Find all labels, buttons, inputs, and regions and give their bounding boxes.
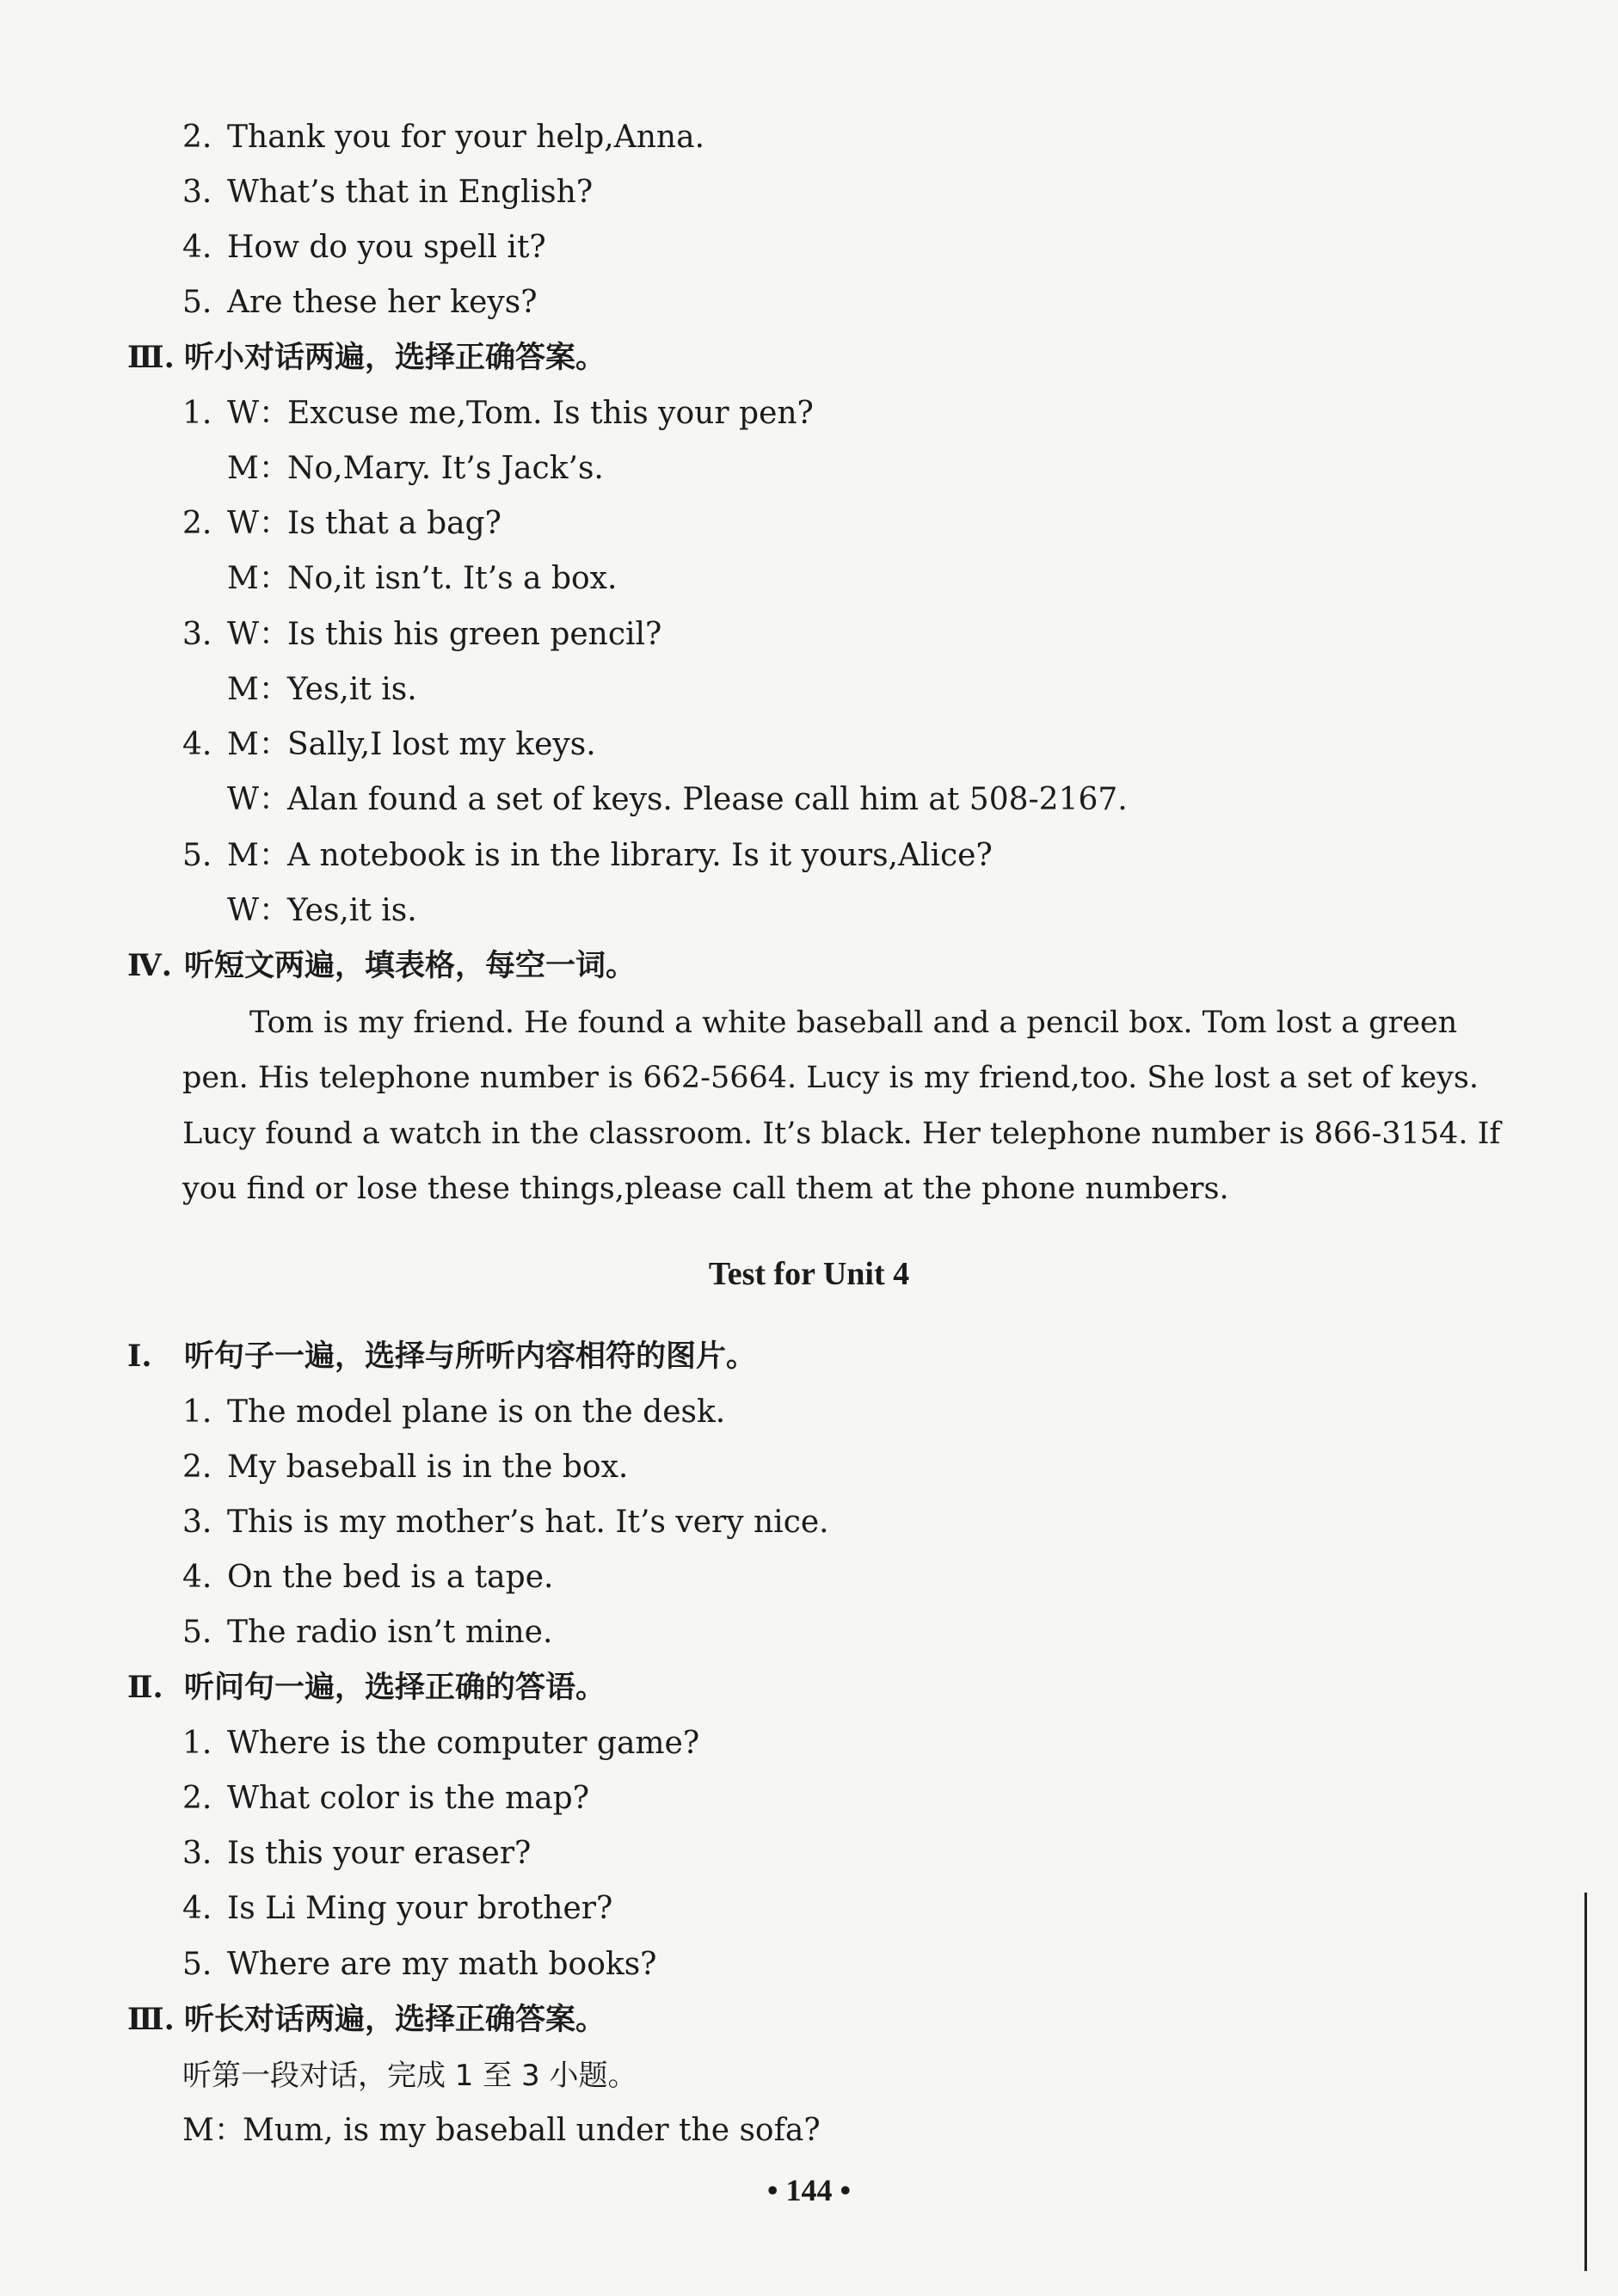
list-item: 5. The radio isn’t mine.: [182, 1615, 553, 1650]
list-item: 3. This is my mother’s hat. It’s very nice.: [182, 1505, 829, 1540]
list-item: 1. The model plane is on the desk.: [182, 1394, 726, 1430]
list-item: 2. What color is the map?: [182, 1781, 590, 1816]
list-item: 2. Thank you for your help,Anna.: [182, 120, 705, 155]
section-heading: Ⅱ. 听问句一遍，选择正确的答语。: [127, 1670, 606, 1705]
list-item: 5. Are these her keys?: [182, 285, 538, 320]
list-item: 4. On the bed is a tape.: [182, 1560, 554, 1595]
dialog-line: 2. W：Is that a bag?: [182, 506, 501, 541]
dialog-line: W：Alan found a set of keys. Please call him at 508-2167.: [227, 782, 1128, 817]
passage-line: Tom is my friend. He found a white baseball and a pencil box. Tom lost a green: [249, 1006, 1458, 1040]
section-heading: Ⅲ. 听长对话两遍，选择正确答案。: [127, 2002, 606, 2037]
list-item: 3. What’s that in English?: [182, 175, 594, 210]
list-item: 3. Is this your eraser?: [182, 1836, 532, 1871]
dialog-line: 3. W：Is this his green pencil?: [182, 617, 662, 652]
dialog-line: 4. M：Sally,I lost my keys.: [182, 727, 596, 762]
section-heading: Ⅳ. 听短文两遍，填表格，每空一词。: [127, 948, 637, 983]
list-item: 4. Is Li Ming your brother?: [182, 1891, 613, 1926]
passage-line: you find or lose these things,please call them at the phone numbers.: [182, 1172, 1229, 1206]
dialog-line: 1. W：Excuse me,Tom. Is this your pen?: [182, 396, 814, 431]
list-item: 5. Where are my math books?: [182, 1947, 657, 1982]
dialog-line: M：Mum, is my baseball under the sofa?: [182, 2113, 821, 2148]
section-heading: Ⅰ. 听句子一遍，选择与所听内容相符的图片。: [127, 1339, 757, 1374]
passage-line: pen. His telephone number is 662-5664. Lucy is my friend,too. She lost a set of keys.: [182, 1061, 1479, 1095]
section-intro: 听第一段对话，完成 1 至 3 小题。: [182, 2059, 637, 2093]
section-heading: Ⅲ. 听小对话两遍，选择正确答案。: [127, 340, 606, 375]
page-edge-line: [1584, 1893, 1587, 2271]
dialog-line: M：No,it isn’t. It’s a box.: [227, 561, 618, 596]
list-item: 1. Where is the computer game?: [182, 1726, 700, 1761]
list-item: 4. How do you spell it?: [182, 230, 546, 265]
unit-title: Test for Unit 4: [708, 1256, 910, 1292]
dialog-line: M：Yes,it is.: [227, 672, 417, 707]
page-number: • 144 •: [766, 2173, 852, 2207]
passage-line: Lucy found a watch in the classroom. It’s black. Her telephone number is 866-3154. If: [182, 1117, 1501, 1151]
dialog-line: M：No,Mary. It’s Jack’s.: [227, 451, 604, 486]
list-item: 2. My baseball is in the box.: [182, 1450, 629, 1485]
dialog-line: W：Yes,it is.: [227, 893, 417, 928]
dialog-line: 5. M：A notebook is in the library. Is it yours,Alice?: [182, 838, 993, 873]
